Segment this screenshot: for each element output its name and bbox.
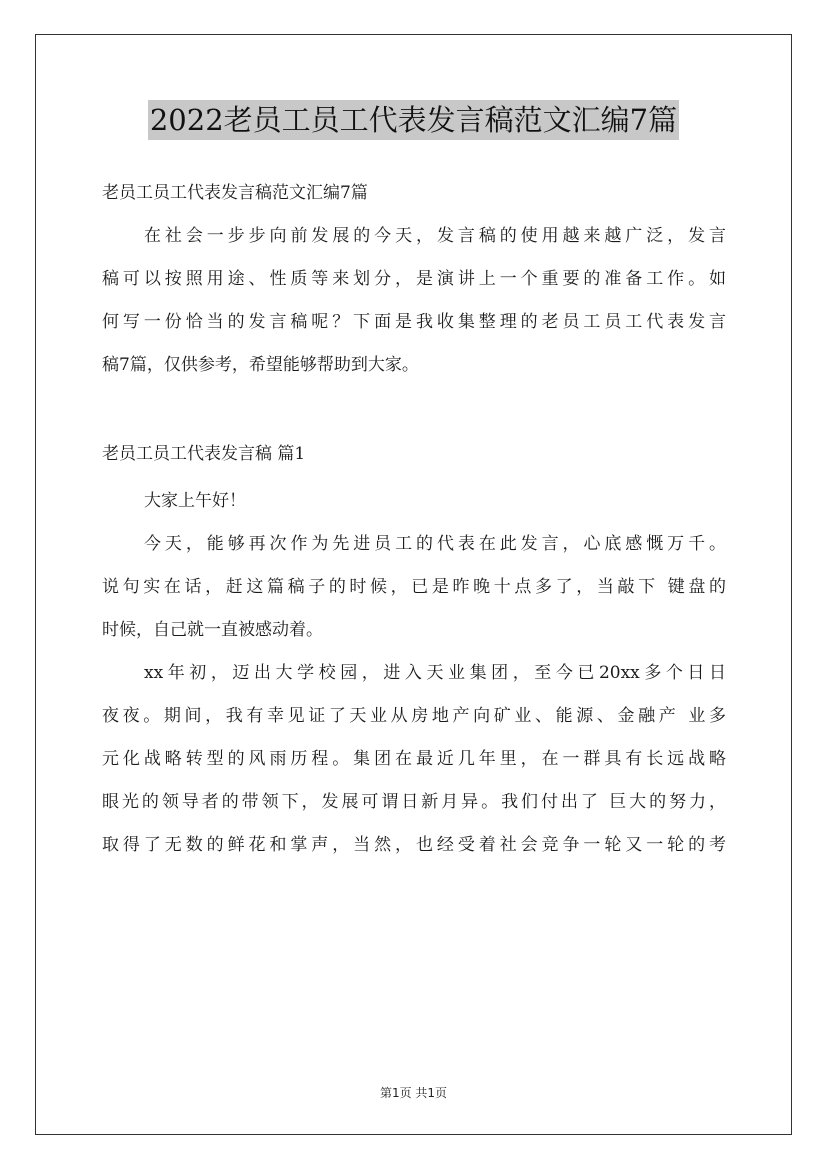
greeting: 大家上午好！	[144, 491, 246, 511]
document-subtitle: 老员工员工代表发言稿范文汇编7篇	[102, 183, 368, 203]
section-heading: 老员工员工代表发言稿 篇1	[102, 444, 306, 464]
paragraph-gap	[102, 387, 726, 429]
para2-line: xx年初，迈出大学校园，进入天业集团，至今已20xx多个日日	[144, 663, 726, 683]
para2-line: 取得了无数的鲜花和掌声，当然，也经受着社会竞争一轮又一轮的考	[102, 835, 726, 855]
para1-line: 时候，自己就一直被感动着。	[102, 620, 323, 640]
para1-line: 说句实在话，赶这篇稿子的时候，已是昨晚十点多了，当敲下 键盘的	[102, 577, 726, 597]
para2-line: 元化战略转型的风雨历程。集团在最近几年里，在一群具有长远战略	[102, 749, 726, 769]
document-body	[102, 172, 726, 867]
intro-line: 稿7篇，仅供参考，希望能够帮助到大家。	[102, 355, 419, 375]
para2-line: 眼光的领导者的带领下，发展可谓日新月异。我们付出了 巨大的努力，	[102, 792, 726, 812]
intro-line: 何写一份恰当的发言稿呢？下面是我收集整理的老员工员工代表发言	[102, 312, 726, 332]
document-title: 2022老员工员工代表发言稿范文汇编7篇	[148, 100, 679, 140]
para2-line: 夜夜。期间，我有幸见证了天业从房地产向矿业、能源、金融产 业多	[102, 706, 726, 726]
intro-line: 稿可以按照用途、性质等来划分，是演讲上一个重要的准备工作。如	[102, 269, 726, 289]
page-number-footer: 第1页 共1页	[379, 1086, 448, 1100]
title-container	[0, 100, 827, 140]
intro-line: 在社会一步步向前发展的今天，发言稿的使用越来越广泛，发言	[144, 226, 726, 246]
para1-line: 今天，能够再次作为先进员工的代表在此发言，心底感慨万千。	[144, 534, 726, 554]
